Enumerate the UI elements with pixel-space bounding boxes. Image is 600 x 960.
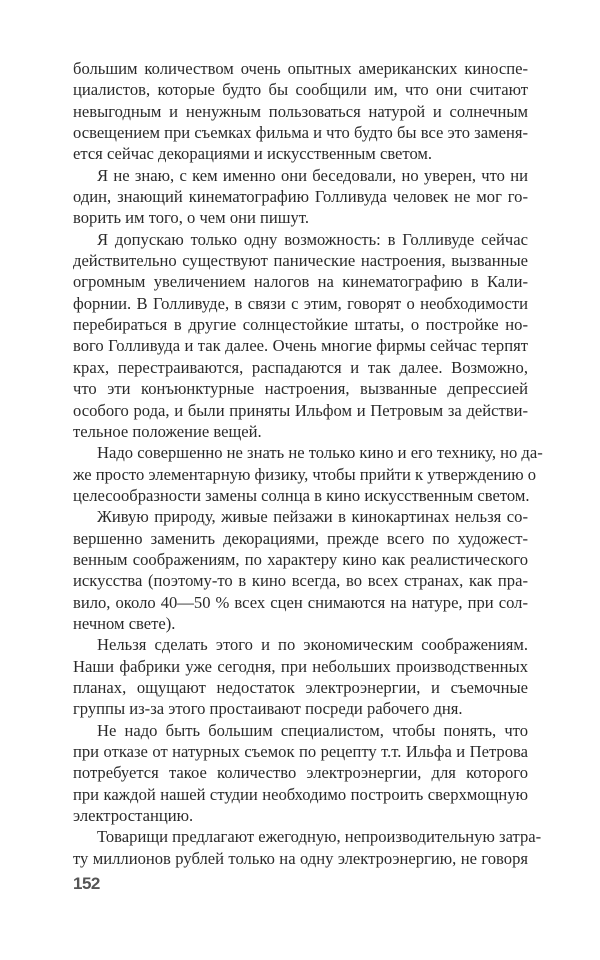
text-line: электростанцию. bbox=[73, 806, 194, 826]
text-line: вого Голливуда и так далее. Очень многие фирмы сейчас терпят bbox=[73, 336, 528, 356]
text-line: Не надо быть большим специалистом, чтобы понять, что bbox=[97, 720, 528, 740]
text-line: планах, ощущают недостаток электроэнергии, и съемочные bbox=[73, 677, 528, 697]
paragraph bbox=[73, 442, 543, 506]
text-line: освещением при съемках фильма и что будто бы все это заменя- bbox=[73, 123, 528, 143]
text-line: крах, перестраиваются, распадаются и так далее. Возможно, bbox=[73, 357, 528, 377]
text-line: Я не знаю, с кем именно они беседовали, но уверен, что ни bbox=[97, 165, 528, 185]
paragraph bbox=[73, 506, 528, 634]
text-line: при каждой нашей студии необходимо построить сверхмощную bbox=[73, 784, 528, 804]
text-line: же просто элементарную физику, чтобы прийти к утверждению о bbox=[73, 464, 537, 484]
text-line: Товарищи предлагают ежегодную, непроизводительную затра- bbox=[97, 827, 542, 847]
text-line: форнии. В Голливуде, в связи с этим, говорят о необходимости bbox=[73, 293, 528, 313]
text-line: вершенно заменить декорациями, прежде всего по художест- bbox=[73, 528, 528, 548]
page-body bbox=[73, 58, 543, 869]
text-line: ту миллионов рублей только на одну электроэнергию, не говоря bbox=[73, 848, 528, 868]
text-line: при отказе от натурных съемок по рецепту т.т. Ильфа и Петрова bbox=[73, 742, 528, 761]
text-line: один, знающий кинематографию Голливуда человек не мог го- bbox=[73, 187, 528, 207]
text-line: Нельзя сделать этого и по экономическим соображениям. bbox=[97, 635, 528, 655]
text-line: особого рода, и были приняты Ильфом и Петровым за действи- bbox=[73, 400, 528, 420]
text-line: группы из-за этого простаивают посреди рабочего дня. bbox=[73, 699, 463, 719]
text-line: искусства (поэтому-то в кино всегда, во всех странах, как пра- bbox=[73, 571, 528, 591]
text-line: потребуется такое количество электроэнергии, для которого bbox=[73, 763, 528, 783]
text-line: действительно существуют панические настроения, вызванные bbox=[73, 251, 528, 271]
paragraph bbox=[73, 634, 528, 719]
text-line: невыгодным и ненужным пользоваться натурой и солнечным bbox=[73, 101, 528, 121]
paragraph bbox=[73, 826, 542, 869]
text-line: Наши фабрики уже сегодня, при небольших производственных bbox=[73, 656, 528, 676]
text-line: вило, около 40—50 % всех сцен снимаются на натуре, при сол- bbox=[73, 592, 528, 612]
text-line: венным соображениям, по характеру кино как реалистического bbox=[73, 549, 528, 569]
text-line: циалистов, которые будто бы сообщили им, что они считают bbox=[73, 80, 528, 100]
text-line: перебираться в другие солнцестойкие штаты, о постройке но- bbox=[73, 315, 528, 335]
text-line: огромным увеличением налогов на кинематографию в Кали- bbox=[73, 272, 528, 292]
paragraph bbox=[73, 229, 528, 442]
text-line: Надо совершенно не знать не только кино и его технику, но да- bbox=[97, 443, 543, 463]
text-line: Живую природу, живые пейзажи в кинокартинах нельзя со- bbox=[97, 507, 528, 527]
paragraph bbox=[73, 165, 528, 229]
text-line: целесообразности замены солнца в кино искусственным светом. bbox=[73, 485, 530, 505]
paragraph bbox=[73, 58, 528, 165]
text-line: ворить им того, о чем они пишут. bbox=[73, 208, 310, 228]
text-line: ется сейчас декорациями и искусственным светом. bbox=[73, 144, 433, 164]
text-line: Я допускаю только одну возможность: в Голливуде сейчас bbox=[97, 229, 528, 249]
paragraph bbox=[73, 720, 528, 827]
page-number: 152 bbox=[73, 874, 100, 893]
text-line: что эти конъюнктурные настроения, вызванные депрессией bbox=[73, 379, 528, 399]
text-line: тельное положение вещей. bbox=[73, 421, 262, 441]
text-line: большим количеством очень опытных американских киноспе- bbox=[73, 59, 528, 78]
text-line: нечном свете). bbox=[73, 613, 176, 633]
